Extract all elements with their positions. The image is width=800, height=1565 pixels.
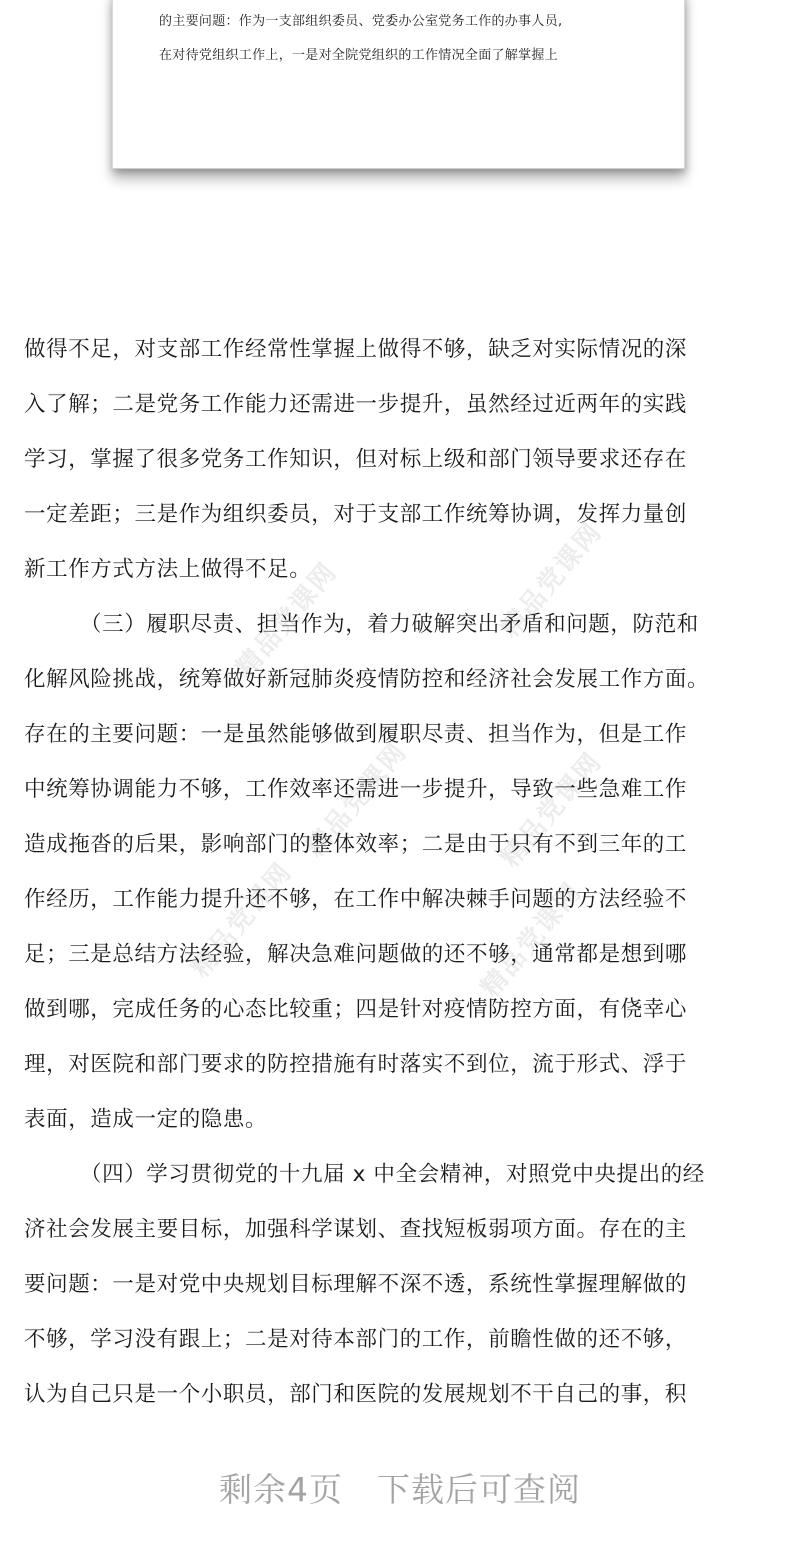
document-body (24, 322, 784, 1422)
section-heading-line: （四）学习贯彻党的十九届 x 中全会精神，对照党中央提出的经 (80, 1162, 705, 1187)
body-line: 造成拖沓的后果，影响部门的整体效率；二是由于只有不到三年的工 (24, 832, 688, 857)
body-line: 化解风险挑战，统筹做好新冠肺炎疫情防控和经济社会发展工作方面。 (24, 667, 710, 692)
watermark: 精品党课网 (300, 736, 414, 864)
body-line: 表面，造成一定的隐患。 (24, 1107, 268, 1132)
body-line: 足；三是总结方法经验，解决急难问题做的还不够，通常都是想到哪 (24, 942, 688, 967)
watermark: 精品党课网 (230, 556, 344, 684)
body-line: 作经历，工作能力提升还不够，在工作中解决棘手问题的方法经验不 (24, 887, 688, 912)
watermark: 精品党课网 (475, 876, 589, 1004)
body-line: 存在的主要问题：一是虽然能够做到履职尽责、担当作为，但是工作 (24, 722, 688, 747)
body-line: 要问题：一是对党中央规划目标理解不深不透，系统性掌握理解做的 (24, 1272, 688, 1297)
preview-text-line: 在对待党组织工作上，一是对全院党组织的工作情况全面了解掌握上 (159, 48, 559, 63)
section-heading-line: （三）履职尽责、担当作为，着力破解突出矛盾和问题，防范和 (80, 612, 699, 637)
download-to-view-label[interactable]: 下载后可查阅 (377, 1470, 581, 1509)
body-line: 入了解；二是党务工作能力还需进一步提升，虽然经过近两年的实践 (24, 392, 688, 417)
preview-text-line: 的主要问题：作为一支部组织委员、党委办公室党务工作的办事人员, (159, 14, 563, 29)
download-prompt-banner[interactable] (0, 1455, 800, 1525)
remaining-pages-label: 剩余4页 (219, 1470, 343, 1509)
body-line: 不够，学习没有跟上；二是对待本部门的工作，前瞻性做的还不够， (24, 1327, 688, 1352)
watermark: 精品党课网 (495, 516, 609, 644)
watermark: 精品党课网 (495, 746, 609, 874)
body-line: 理，对医院和部门要求的防控措施有时落实不到位，流于形式、浮于 (24, 1052, 688, 1077)
body-line: 一定差距；三是作为组织委员，对于支部工作统筹协调，发挥力量创 (24, 502, 688, 527)
body-line: 中统筹协调能力不够，工作效率还需进一步提升，导致一些急难工作 (24, 777, 688, 802)
body-line: 学习，掌握了很多党务工作知识，但对标上级和部门领导要求还存在 (24, 447, 688, 472)
page-preview-card (112, 0, 685, 169)
body-line: 济社会发展主要目标，加强科学谋划、查找短板弱项方面。存在的主 (24, 1217, 688, 1242)
body-line: 做得不足，对支部工作经常性掌握上做得不够，缺乏对实际情况的深 (24, 337, 688, 362)
body-line: 新工作方式方法上做得不足。 (24, 557, 312, 582)
body-line: 做到哪，完成任务的心态比较重；四是针对疫情防控方面，有侥幸心 (24, 997, 688, 1022)
watermark: 精品党课网 (185, 856, 299, 984)
body-line: 认为自己只是一个小职员，部门和医院的发展规划不干自己的事，积 (24, 1382, 688, 1407)
